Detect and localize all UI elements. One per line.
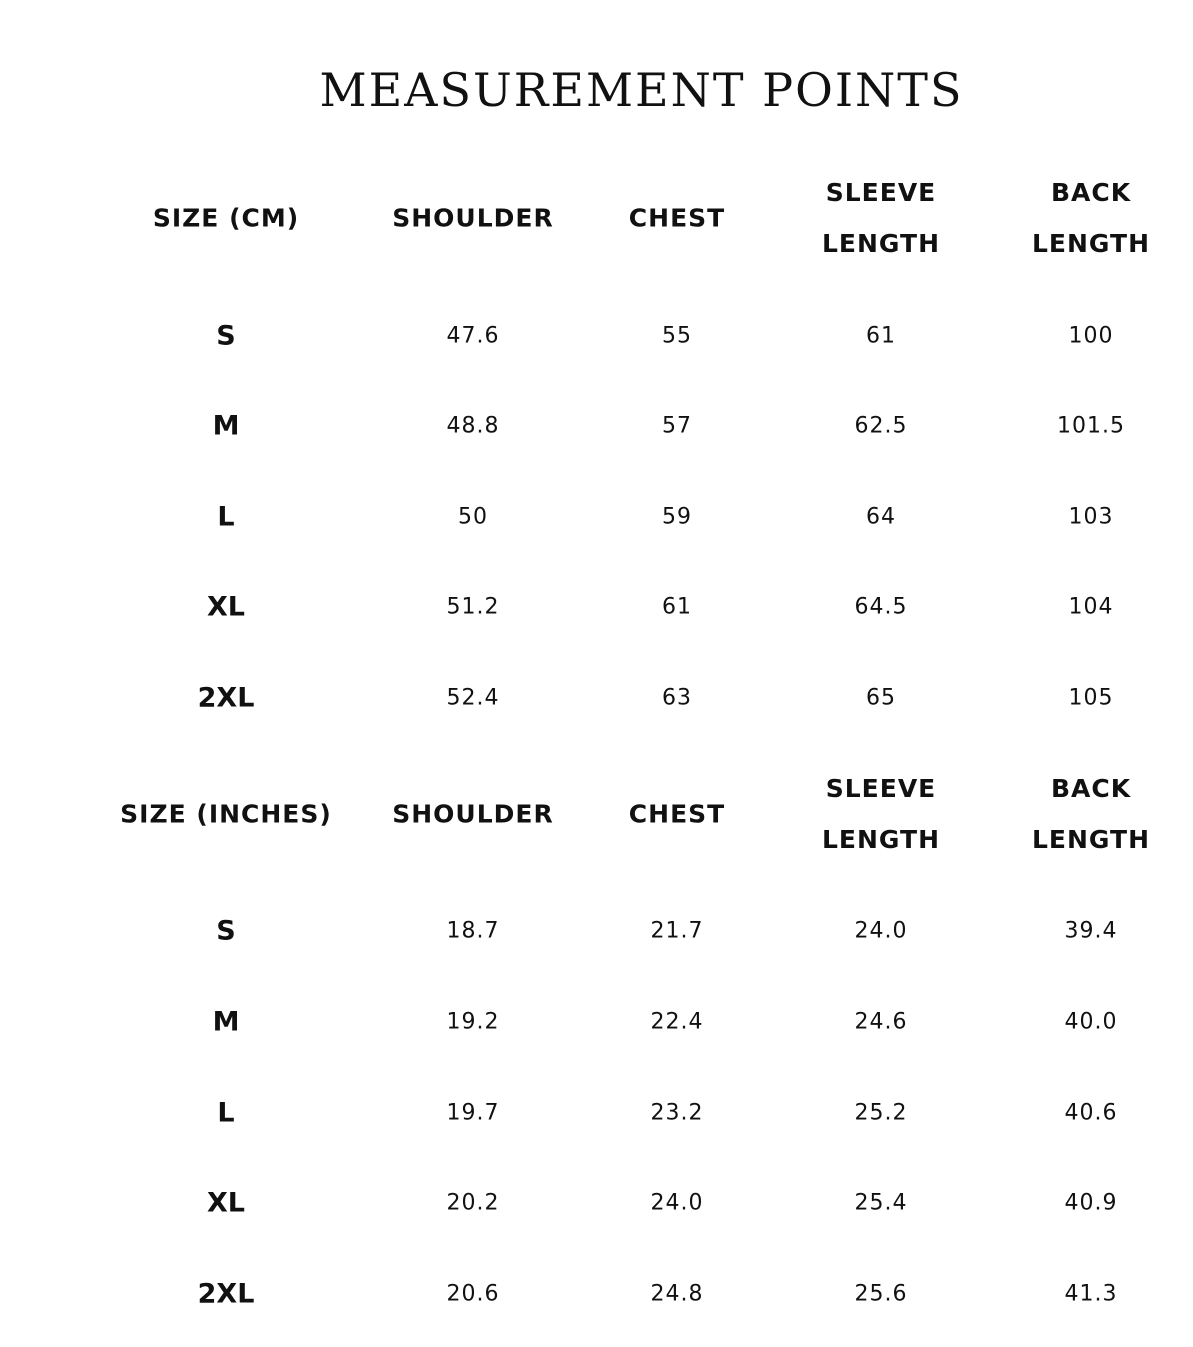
size-label: M (212, 410, 240, 442)
table-1-header-0: SIZE (CM) (152, 203, 300, 233)
table-cell: 40.6 (1064, 1100, 1118, 1126)
table-cell: 40.0 (1064, 1009, 1118, 1035)
size-label: S (216, 320, 236, 352)
table-cell: 61 (662, 594, 692, 620)
table-cell: 59 (662, 504, 692, 530)
size-label: S (216, 915, 236, 947)
table-cell: 24.6 (854, 1009, 908, 1035)
size-label: M (212, 1006, 240, 1038)
table-2-header-0: SIZE (INCHES) (120, 799, 332, 829)
table-1-header-4: BACK LENGTH (1032, 178, 1150, 258)
table-cell: 20.6 (446, 1281, 500, 1307)
table-cell: 64.5 (854, 594, 908, 620)
table-cell: 20.2 (446, 1190, 500, 1216)
table-cell: 50 (458, 504, 488, 530)
table-cell: 61 (866, 323, 896, 349)
table-cell: 24.0 (854, 918, 908, 944)
table-cell: 24.0 (650, 1190, 704, 1216)
page-title: MEASUREMENT POINTS (319, 63, 964, 117)
size-label: XL (206, 1187, 246, 1219)
table-cell: 18.7 (446, 918, 500, 944)
table-cell: 40.9 (1064, 1190, 1118, 1216)
table-cell: 22.4 (650, 1009, 704, 1035)
table-cell: 64 (866, 504, 896, 530)
size-label: L (217, 1097, 235, 1129)
size-label: 2XL (197, 1278, 255, 1310)
table-2-header-2: CHEST (628, 799, 726, 829)
table-2-header-1: SHOULDER (392, 799, 554, 829)
table-cell: 100 (1068, 323, 1114, 349)
table-cell: 105 (1068, 685, 1114, 711)
table-cell: 57 (662, 413, 692, 439)
table-cell: 52.4 (446, 685, 500, 711)
table-1-header-2: CHEST (628, 203, 726, 233)
table-cell: 65 (866, 685, 896, 711)
table-2-header-4: BACK LENGTH (1032, 774, 1150, 854)
size-label: L (217, 501, 235, 533)
table-cell: 41.3 (1064, 1281, 1118, 1307)
table-cell: 63 (662, 685, 692, 711)
table-cell: 103 (1068, 504, 1114, 530)
table-cell: 21.7 (650, 918, 704, 944)
table-cell: 19.7 (446, 1100, 500, 1126)
table-cell: 23.2 (650, 1100, 704, 1126)
table-cell: 104 (1068, 594, 1114, 620)
table-cell: 47.6 (446, 323, 500, 349)
table-cell: 25.2 (854, 1100, 908, 1126)
size-label: 2XL (197, 682, 255, 714)
table-1-header-1: SHOULDER (392, 203, 554, 233)
table-cell: 62.5 (854, 413, 908, 439)
table-cell: 55 (662, 323, 692, 349)
table-cell: 19.2 (446, 1009, 500, 1035)
table-cell: 25.6 (854, 1281, 908, 1307)
table-cell: 39.4 (1064, 918, 1118, 944)
table-cell: 51.2 (446, 594, 500, 620)
table-1-header-3: SLEEVE LENGTH (822, 178, 940, 258)
table-2-header-3: SLEEVE LENGTH (822, 774, 940, 854)
table-cell: 48.8 (446, 413, 500, 439)
size-label: XL (206, 591, 246, 623)
table-cell: 101.5 (1057, 413, 1125, 439)
table-cell: 24.8 (650, 1281, 704, 1307)
table-cell: 25.4 (854, 1190, 908, 1216)
